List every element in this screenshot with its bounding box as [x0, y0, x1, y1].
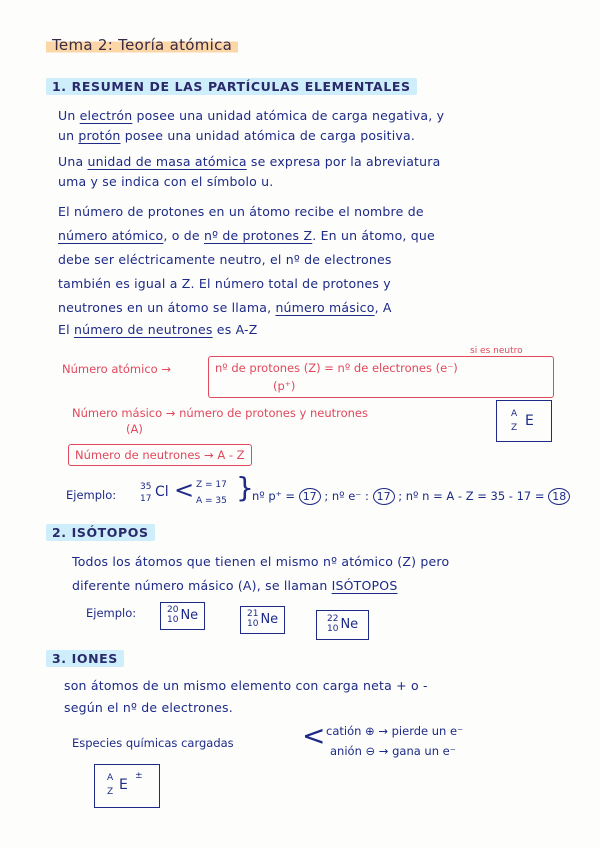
formula-2-sub: (A) — [126, 422, 143, 436]
formula-1-sub: (p⁺) — [273, 379, 296, 393]
example-a: A = 35 — [196, 496, 227, 506]
species-label: Especies químicas cargadas — [72, 736, 234, 750]
s1-line-1: Un electrón posee una unidad atómica de carga negativa, y — [58, 108, 445, 123]
s1-line-5: El número de protones en un átomo recibe el nombre de — [58, 204, 424, 219]
s1-line-3: Una unidad de masa atómica se expresa por la abreviatura — [58, 154, 441, 169]
s3-line-1: son átomos de un mismo elemento con carga neta + o - — [64, 678, 428, 693]
s1-line-9: neutrones en un átomo se llama, número másico, A — [58, 300, 392, 315]
formula-1-box — [208, 356, 554, 398]
s3-line-2: según el nº de electrones. — [64, 700, 233, 715]
term-n-protones: nº de protones Z — [203, 228, 313, 243]
formula-2-label: Número másico → número de protones y neutrones — [72, 406, 368, 420]
term-numero-neutrones: número de neutrones — [73, 322, 213, 337]
isotope-example-label: Ejemplo: — [86, 606, 137, 620]
example-symbol: Cl — [155, 484, 169, 500]
s1-line-4: uma y se indica con el símbolo u. — [58, 174, 274, 189]
s2-line-1: Todos los átomos que tienen el mismo nº atómico (Z) pero — [72, 554, 450, 569]
s1-line-7: debe ser eléctricamente neutro, el nº de electrones — [58, 252, 392, 267]
ion-notation-box: A Z E ± — [94, 764, 160, 808]
example-atomic: 17 — [140, 494, 152, 504]
term-uma: unidad de masa atómica — [87, 154, 247, 169]
term-electron: electrón — [79, 108, 133, 123]
example-label: Ejemplo: — [66, 488, 117, 502]
s1-line-2: un protón posee una unidad atómica de carga positiva. — [58, 128, 416, 143]
term-numero-masico: número másico — [275, 300, 375, 315]
si-neutro-note: si es neutro — [470, 346, 523, 356]
isotope-box-1: 20 10 Ne — [160, 602, 205, 630]
s1-line-6: número atómico, o de nº de protones Z. En un átomo, que — [58, 228, 435, 243]
brace-right-icon: } — [236, 471, 254, 504]
cation-line: catión ⊕ → pierde un e⁻ — [326, 724, 464, 738]
term-numero-atomico: número atómico — [58, 228, 164, 243]
section-1-heading: 1. RESUMEN DE LAS PARTÍCULAS ELEMENTALES — [46, 78, 417, 95]
term-isotopos: ISÓTOPOS — [331, 578, 398, 593]
page-title: Tema 2: Teoría atómica — [46, 36, 238, 54]
formula-3-box: Número de neutrones → A - Z — [68, 444, 252, 466]
s2-line-2: diferente número másico (A), se llaman ISÓTOPOS — [72, 578, 398, 593]
example-z: Z = 17 — [196, 480, 227, 490]
example-protons: nº p⁺ = 17 ; nº e⁻ : 17 ; nº n = A - Z = 35 - 17 = 18 — [252, 488, 570, 505]
s1-line-10: El número de neutrones es A-Z — [58, 322, 258, 337]
bracket-less-icon: < — [302, 719, 326, 752]
bracket-less-icon: < — [174, 476, 195, 504]
example-mass: 35 — [140, 482, 152, 492]
term-proton: protón — [78, 128, 121, 143]
isotope-box-2: 21 10 Ne — [240, 606, 285, 634]
isotope-box-3: 22 10 Ne — [316, 610, 369, 640]
anion-line: anión ⊖ → gana un e⁻ — [330, 744, 456, 758]
section-2-heading: 2. ISÓTOPOS — [46, 524, 155, 541]
s1-line-8: también es igual a Z. El número total de protones y — [58, 276, 391, 291]
formula-1-body: nº de protones (Z) = nº de electrones (e⁻) — [215, 361, 458, 375]
notation-box: A Z E — [496, 400, 552, 442]
section-3-heading: 3. IONES — [46, 650, 124, 667]
formula-1-label: Número atómico → — [62, 362, 171, 376]
